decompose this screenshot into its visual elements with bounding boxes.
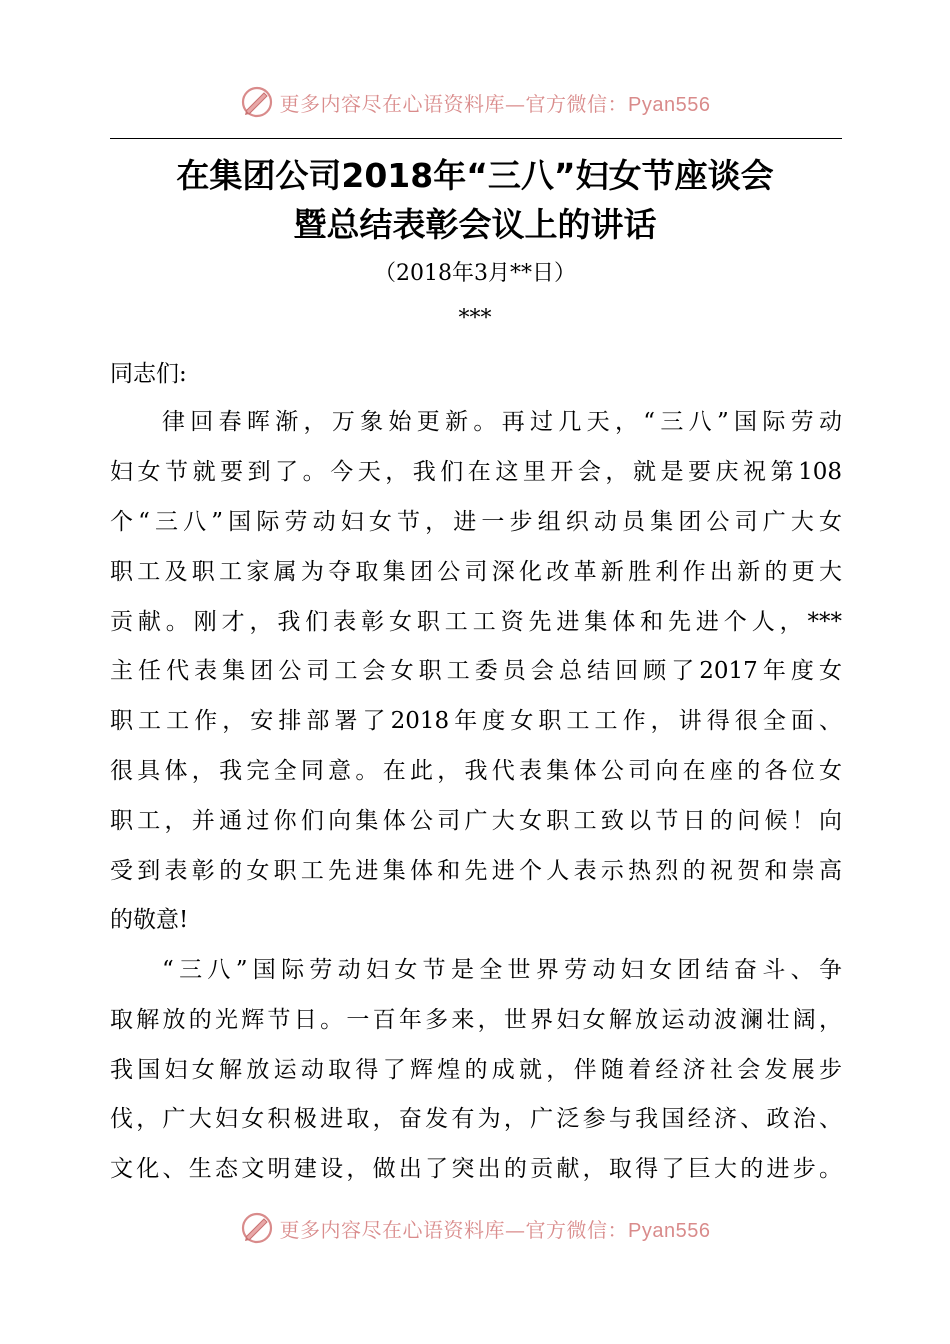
body-line: “三八”国际劳动妇女节是全世界劳动妇女团结奋斗、争 (162, 957, 842, 983)
header-wechat-id: Pyan556 (628, 93, 711, 116)
header-banner (0, 80, 950, 124)
body-line: 伐，广大妇女积极进取，奋发有为，广泛参与我国经济、政治、 (110, 1106, 842, 1132)
pen-circle-logo-icon (240, 85, 274, 119)
body-line: 的敬意! (110, 907, 189, 933)
pen-circle-logo-icon (240, 1211, 274, 1245)
body-line: 很具体，我完全同意。在此，我代表集体公司向在座的各位女 (110, 758, 842, 784)
body-line: 个“三八”国际劳动妇女节，进一步组织动员集团公司广大女 (110, 509, 842, 535)
body-line: 职工，并通过你们向集体公司广大女职工致以节日的问候！向 (110, 808, 842, 834)
body-line: 主任代表集团公司工会女职工委员会总结回顾了2017年度女 (110, 658, 842, 684)
document-title-line-2: 暨总结表彰会议上的讲话 (293, 205, 657, 244)
body-line: 取解放的光辉节日。一百年多来，世界妇女解放运动波澜壮阔， (110, 1007, 842, 1033)
body-line: 职工及职工家属为夺取集团公司深化改革新胜利作出新的更大 (110, 559, 842, 585)
header-banner-text: 更多内容尽在心语资料库—官方微信：Pyan556 (279, 91, 711, 116)
document-author: *** (458, 306, 492, 331)
body-line: 我国妇女解放运动取得了辉煌的成就，伴随着经济社会发展步 (110, 1057, 842, 1083)
body-line: 律回春晖渐，万象始更新。再过几天，“三八”国际劳动 (162, 409, 842, 435)
body-line: 受到表彰的女职工先进集体和先进个人表示热烈的祝贺和崇高 (110, 858, 842, 884)
body-line: 职工工作，安排部署了2018年度女职工工作，讲得很全面、 (110, 708, 842, 734)
body-line: 文化、生态文明建设，做出了突出的贡献，取得了巨大的进步。 (110, 1156, 842, 1182)
body-line: 妇女节就要到了。今天，我们在这里开会，就是要庆祝第108 (110, 459, 842, 485)
document-date: （2018年3月**日） (374, 261, 576, 286)
header-rule (110, 138, 842, 139)
footer-banner-text: 更多内容尽在心语资料库—官方微信：Pyan556 (279, 1217, 711, 1242)
footer-wechat-id: Pyan556 (628, 1219, 711, 1242)
footer-banner (0, 1206, 950, 1250)
body-line: 贡献。刚才，我们表彰女职工工资先进集体和先进个人，*** (110, 609, 842, 635)
greeting: 同志们: (110, 361, 187, 387)
document-title-line-1: 在集团公司2018年“三八”妇女节座谈会 (176, 156, 774, 195)
